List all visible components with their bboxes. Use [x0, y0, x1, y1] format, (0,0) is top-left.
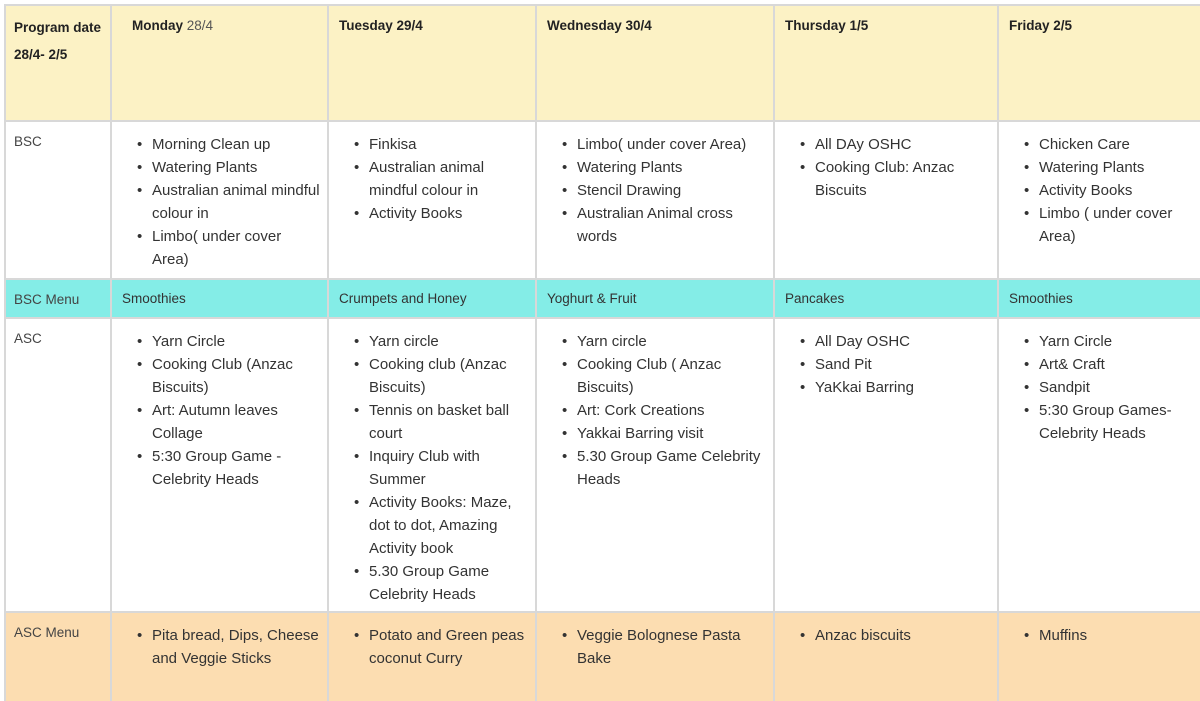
list-item: • Watering Plants	[152, 156, 321, 179]
list-item: • Anzac biscuits	[815, 624, 991, 647]
asc-menu-thursday	[775, 613, 999, 701]
list-item: • Chicken Care	[1039, 133, 1200, 156]
list-item: • Activity Books	[369, 202, 529, 225]
list-item: • Limbo( under cover Area)	[577, 133, 767, 156]
asc-cell-wednesday	[537, 319, 775, 613]
list-item: • Yarn Circle	[152, 330, 321, 353]
asc-menu-tuesday	[329, 613, 537, 701]
bsc-cell-tuesday	[329, 122, 537, 280]
list-item: • Cooking club (Anzac Biscuits)	[369, 353, 529, 399]
list-item: • Potato and Green peas coconut Curry	[369, 624, 529, 670]
bsc-menu-monday: Smoothies	[112, 280, 329, 319]
menu-list	[112, 613, 327, 670]
program-date-header	[6, 6, 112, 122]
list-item: • Pita bread, Dips, Cheese and Veggie Sticks	[152, 624, 321, 670]
menu-list	[775, 613, 997, 647]
bsc-menu-friday: Smoothies	[999, 280, 1200, 319]
list-item: • Sand Pit	[815, 353, 991, 376]
menu-list	[999, 613, 1200, 647]
list-item: • Stencil Drawing	[577, 179, 767, 202]
asc-cell-thursday	[775, 319, 999, 613]
day-name: Tuesday 29/4	[339, 18, 423, 33]
day-name: Friday 2/5	[1009, 18, 1073, 33]
list-item: • Yarn Circle	[1039, 330, 1200, 353]
bsc-menu-tuesday: Crumpets and Honey	[329, 280, 537, 319]
list-item: • Yakkai Barring visit	[577, 422, 767, 445]
bsc-menu-wednesday: Yoghurt & Fruit	[537, 280, 775, 319]
day-header-wednesday	[537, 6, 775, 122]
asc-cell-monday	[112, 319, 329, 613]
list-item: • Inquiry Club with Summer	[369, 445, 529, 491]
day-date: 28/4	[186, 18, 214, 33]
program-table	[4, 4, 1200, 701]
list-item: • Art: Cork Creations	[577, 399, 767, 422]
list-item: • Yarn circle	[577, 330, 767, 353]
activity-list	[112, 319, 327, 491]
bsc-cell-monday	[112, 122, 329, 280]
day-header-thursday	[775, 6, 999, 122]
list-item: • 5:30 Group Game - Celebrity Heads	[152, 445, 321, 491]
bsc-menu-thursday: Pancakes	[775, 280, 999, 319]
list-item: • Morning Clean up	[152, 133, 321, 156]
list-item: • Veggie Bolognese Pasta Bake	[577, 624, 767, 670]
list-item: • YaKkai Barring	[815, 376, 991, 399]
activity-list	[999, 122, 1200, 248]
day-name: Thursday 1/5	[785, 18, 869, 33]
list-item: • 5.30 Group Game Celebrity Heads	[577, 445, 767, 491]
list-item: • 5:30 Group Games- Celebrity Heads	[1039, 399, 1200, 445]
list-item: • Muffins	[1039, 624, 1200, 647]
activity-list	[329, 319, 535, 606]
menu-list	[329, 613, 535, 670]
menu-list	[537, 613, 773, 670]
row-label-bsc: BSC	[6, 122, 112, 280]
program-date-range: 28/4- 2/5	[14, 47, 68, 62]
activity-list	[537, 122, 773, 248]
list-item: • Australian Animal cross words	[577, 202, 767, 248]
list-item: • Cooking Club ( Anzac Biscuits)	[577, 353, 767, 399]
row-label-asc-menu: ASC Menu	[6, 613, 112, 701]
asc-menu-friday	[999, 613, 1200, 701]
activity-list	[775, 122, 997, 202]
day-name: Wednesday 30/4	[547, 18, 652, 33]
list-item: • Watering Plants	[577, 156, 767, 179]
list-item: • 5.30 Group Game Celebrity Heads	[369, 560, 529, 606]
list-item: • Sandpit	[1039, 376, 1200, 399]
asc-cell-friday	[999, 319, 1200, 613]
list-item: • Activity Books	[1039, 179, 1200, 202]
row-label-bsc-menu: BSC Menu	[6, 280, 112, 319]
activity-list	[537, 319, 773, 491]
list-item: • Limbo( under cover Area)	[152, 225, 321, 271]
day-header-friday	[999, 6, 1200, 122]
bsc-cell-thursday	[775, 122, 999, 280]
list-item: • All DAy OSHC	[815, 133, 991, 156]
list-item: • Australian animal mindful colour in	[152, 179, 321, 225]
activity-list	[329, 122, 535, 225]
list-item: • Australian animal mindful colour in	[369, 156, 529, 202]
list-item: • Tennis on basket ball court	[369, 399, 529, 445]
list-item: • Cooking Club (Anzac Biscuits)	[152, 353, 321, 399]
list-item: • Watering Plants	[1039, 156, 1200, 179]
list-item: • All Day OSHC	[815, 330, 991, 353]
list-item: • Art& Craft	[1039, 353, 1200, 376]
asc-cell-tuesday	[329, 319, 537, 613]
activity-list	[112, 122, 327, 271]
activity-list	[775, 319, 997, 399]
list-item: • Activity Books: Maze, dot to dot, Amazing Activity book	[369, 491, 529, 560]
day-header-monday	[112, 6, 329, 122]
bsc-cell-friday	[999, 122, 1200, 280]
asc-menu-wednesday	[537, 613, 775, 701]
bsc-cell-wednesday	[537, 122, 775, 280]
list-item: • Cooking Club: Anzac Biscuits	[815, 156, 991, 202]
asc-menu-monday	[112, 613, 329, 701]
list-item: • Limbo ( under cover Area)	[1039, 202, 1200, 248]
list-item: • Finkisa	[369, 133, 529, 156]
activity-list	[999, 319, 1200, 445]
list-item: • Art: Autumn leaves Collage	[152, 399, 321, 445]
day-name: Monday	[132, 18, 184, 33]
day-header-tuesday	[329, 6, 537, 122]
row-label-asc: ASC	[6, 319, 112, 613]
program-date-title: Program date	[14, 20, 102, 35]
list-item: • Yarn circle	[369, 330, 529, 353]
